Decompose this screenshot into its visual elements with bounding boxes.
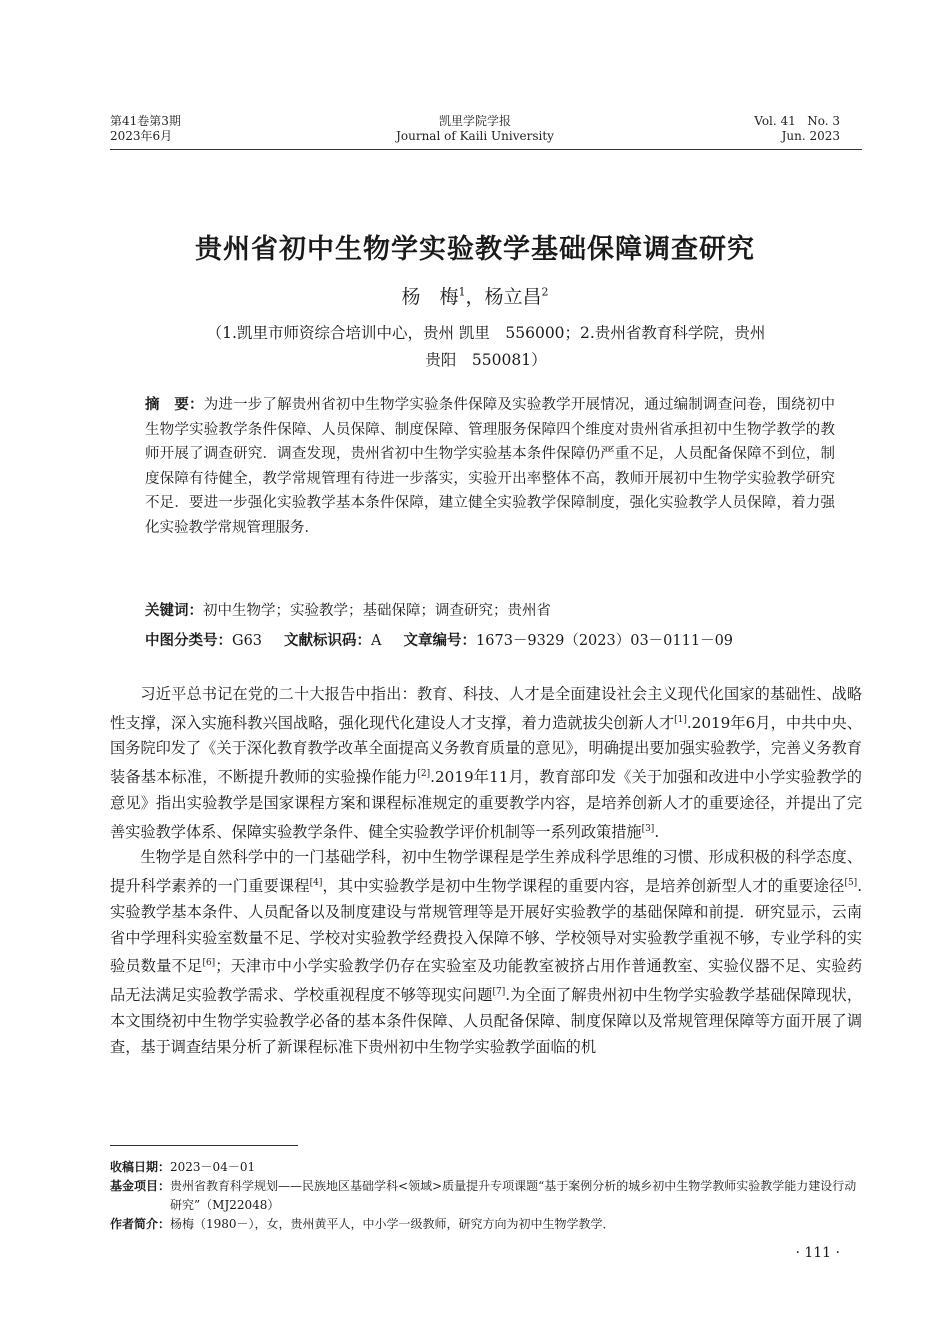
paragraph-2-text-c: .实验教学基本条件、人员配备以及制度建设与常规管理等是开展好实验教学的基础保障和前提．研究显示，云南省中学理科实验室数量不足、学校对实验教学经费投入保障不够、学校领导对实验教学重视不够，专业学科的实验员数量不足 (110, 877, 863, 976)
author-1: 杨 梅 (401, 286, 459, 308)
header-right (754, 114, 840, 144)
clc-label: 中图分类号： (145, 633, 232, 649)
paragraph-1-text-d: . (654, 822, 660, 841)
received-value: 2023－04－01 (170, 1160, 256, 1174)
fund-label: 基金项目： (110, 1179, 171, 1193)
paragraph-1-text-a: 习近平总书记在党的二十大报告中指出：教育、科技、人才是全面建设社会主义现代化国家的基础性、战略性支撑，深入实施科教兴国战略，强化现代化建设人才支撑，着力造就拔尖创新人才 (110, 685, 862, 732)
header-volume-cn: 第41卷第3期 (110, 114, 181, 128)
body-text (110, 682, 862, 1060)
author-bio-label: 作者简介： (110, 1217, 171, 1231)
paragraph-1-text-c: .2019年11月，教育部印发《关于加强和改进中小学实验教学的意见》指出实验教学是国家课程方案和课程标准规定的重要教学内容，是培养创新人才的重要途径，并提出了完善实验教学体系、保障实验教学条件、健全实验教学评价机制等一系列政策措施 (110, 768, 862, 841)
paragraph-1 (110, 682, 862, 845)
header-date-en: Jun. 2023 (781, 129, 840, 143)
footnote-fund (110, 1177, 862, 1215)
header-journal-en: Journal of Kaili University (396, 129, 554, 143)
citation-6: [6] (202, 958, 216, 969)
doc-code-label: 文献标识码： (284, 633, 372, 649)
header-date-cn: 2023年6月 (110, 129, 173, 143)
abstract-text: 为进一步了解贵州省初中生物学实验条件保障及实验教学开展情况，通过编制调查问卷，围绕初中生物学实验教学条件保障、人员保障、制度保障、管理服务保障四个维度对贵州省承担初中生物学教学的教师开展了调查研究．调查发现，贵州省初中生物学实验基本条件保障仍严重不足，人员配备保障不到位，制度保障有待健全，教学常规管理有待进一步落实，实验开出率整体不高，教师开展初中生物学实验教学研究不足．要进一步强化实验教学基本条件保障，建立健全实验教学保障制度，强化实验教学人员保障，着力强化实验教学常规管理服务． (145, 397, 836, 536)
classification-line (145, 630, 835, 652)
citation-2: [2] (417, 769, 431, 780)
clc-value: G63 (232, 633, 263, 649)
fund-value: 贵州省教育科学规划——民族地区基础学科<领域>质量提升专项课题“基于案例分析的城乡初中生物学教师实验教学能力建设行动研究”（MJ22048） (170, 1179, 857, 1212)
author-line (0, 282, 950, 309)
affiliation-line-2: 贵阳 550081） (425, 351, 547, 369)
footnotes (110, 1158, 862, 1234)
author-bio-value: 杨梅（1980－），女，贵州黄平人，中小学一级教师，研究方向为初中生物学教学． (170, 1217, 615, 1231)
paragraph-2-text-e: .为全面了解贵州初中生物学实验教学基础保障现状，本文围绕初中生物学实验教学必备的基本条件保障、人员配备保障、制度保障以及常规管理保障等方面开展了调查，基于调查结果分析了新课程标准下贵州初中生物学实验教学面临的机 (110, 986, 863, 1056)
citation-5: [5] (844, 878, 858, 889)
affiliation-line-1: （1.凯里市师资综合培训中心，贵州 凯里 556000；2.贵州省教育科学院，贵州 (206, 324, 766, 342)
paragraph-2-text-a: 生物学是自然科学中的一门基础学科，初中生物学课程是学生养成科学思维的习惯、形成积极的科学态度、提升科学素养的一门重要课程 (110, 848, 862, 896)
citation-7: [7] (492, 987, 506, 998)
header-journal-cn: 凯里学院学报 (438, 114, 511, 128)
affiliations (110, 320, 862, 374)
author-1-affil-mark: 1 (458, 285, 466, 299)
paragraph-1-text-b: .2019年6月，中共中央、国务院印发了《关于深化教育教学改革全面提高义务教育质量的意见》，明确提出要加强实验教学，完善义务教育装备基本标准，不断提升教师的实验操作能力 (110, 713, 862, 787)
citation-4: [4] (309, 878, 323, 889)
paragraph-2-text-b: ，其中实验教学是初中生物学课程的重要内容，是培养创新型人才的重要途径 (322, 877, 845, 896)
footnote-divider (110, 1145, 298, 1146)
abstract (145, 393, 835, 540)
abstract-label: 摘 要： (145, 397, 204, 413)
header-volume-en: Vol. 41 No. 3 (754, 114, 840, 128)
author-2-affil-mark: 2 (541, 285, 549, 299)
received-label: 收稿日期： (110, 1160, 171, 1174)
paragraph-2 (110, 845, 862, 1060)
author-separator: ， (465, 286, 485, 308)
paragraph-2-text-d: ；天津市中小学实验教学仍存在实验室及功能教室被挤占用作普通教室、实验仪器不足、实验药品无法满足实验教学需求、学校重视程度不够等现实问题 (110, 957, 863, 1005)
keywords-label: 关键词： (145, 603, 203, 619)
page-number: · 111 · (795, 1245, 840, 1261)
footnote-received (110, 1158, 862, 1177)
keywords-text: 初中生物学；实验教学；基础保障；调查研究；贵州省 (203, 603, 551, 619)
footnote-author (110, 1215, 862, 1234)
paper-title: 贵州省初中生物学实验教学基础保障调查研究 (195, 234, 755, 265)
citation-3: [3] (641, 823, 655, 834)
header-divider (110, 149, 862, 150)
citation-1: [1] (674, 714, 687, 725)
article-number-label: 文章编号： (403, 633, 477, 649)
doc-code-value: A (371, 633, 382, 649)
article-number-value: 1673－9329（2023）03－0111－09 (476, 633, 734, 649)
author-2: 杨立昌 (484, 286, 542, 308)
keywords (145, 600, 835, 622)
